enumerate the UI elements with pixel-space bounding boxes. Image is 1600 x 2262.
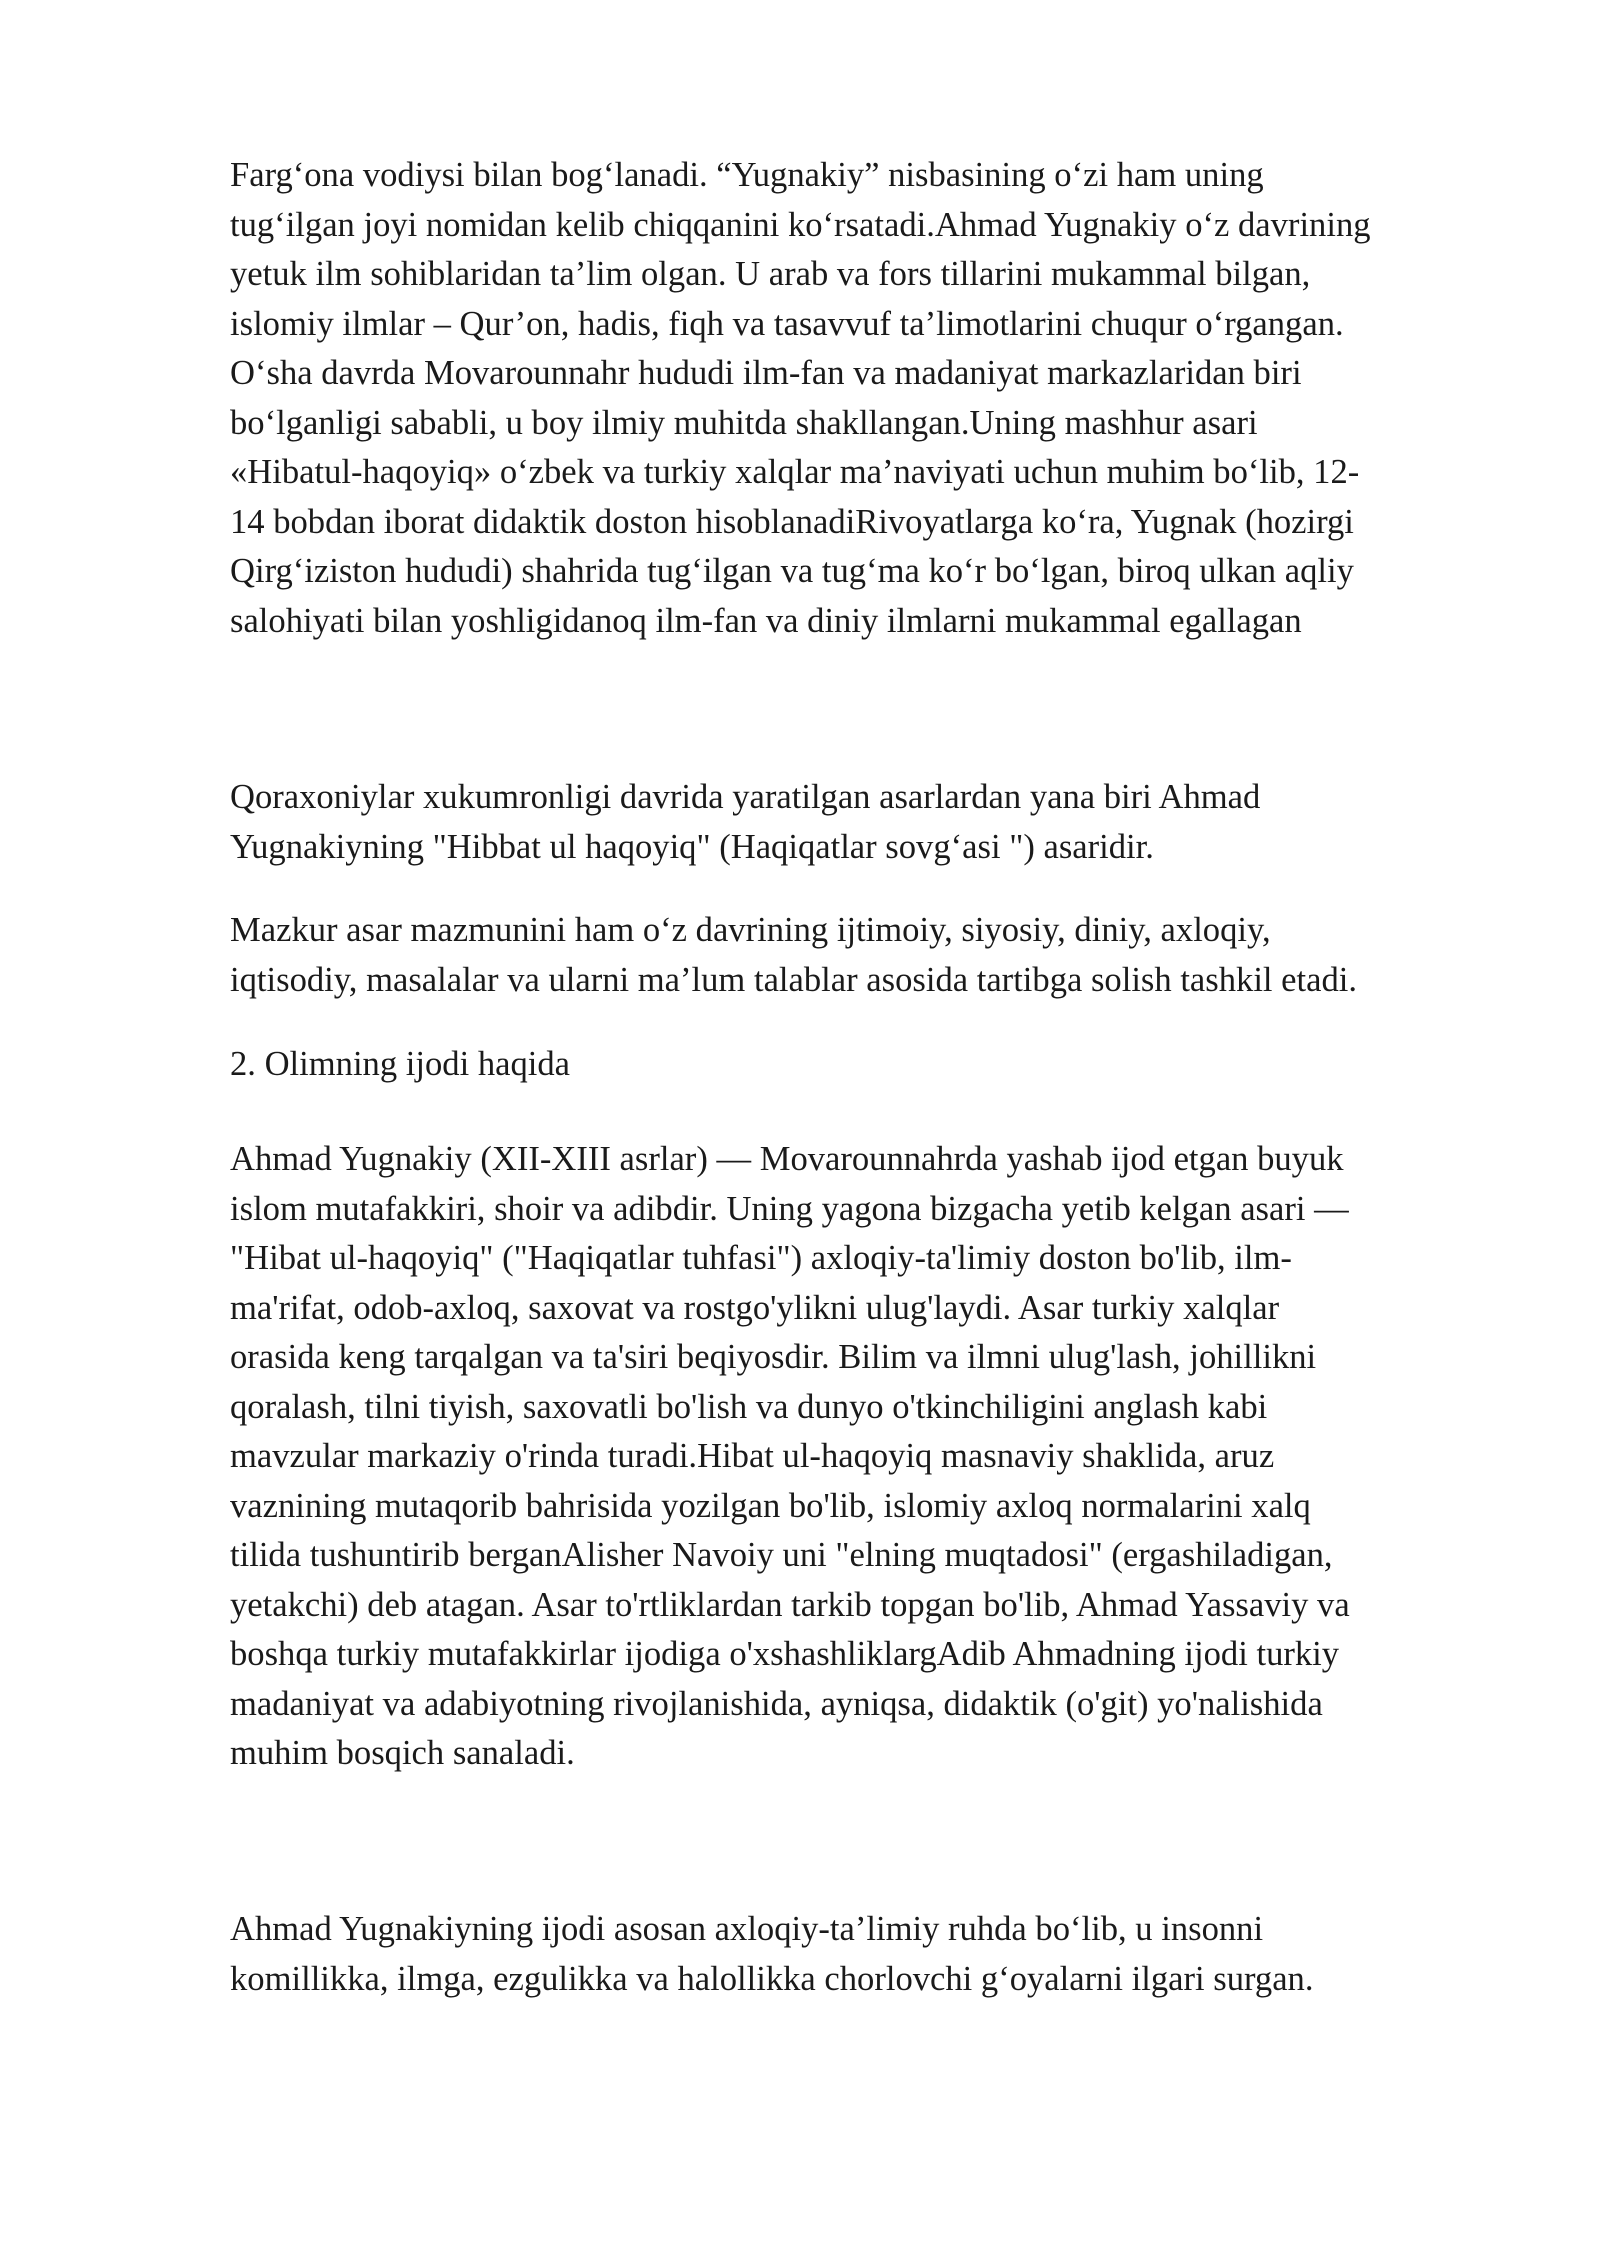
paragraph-conclusion: Ahmad Yugnakiyning ijodi asosan axloqiy-ta’limiy ruhda bo‘lib, u insonni komillikka, ilmga, ezgulikka va halollikka chorlovchi g‘oyalarni ilgari surgan. [230,1910,1314,1998]
paragraph-mazkur-asar: Mazkur asar mazmunini ham o‘z davrining ijtimoiy, siyosiy, diniy, axloqiy, iqtisodiy, masalalar va ularni ma’lum talablar asosida tartibga solish tashkil etadi. [230,911,1358,999]
paragraph-biography: Farg‘ona vodiysi bilan bog‘lanadi. “Yugnakiy” nisbasining o‘zi ham uning tug‘ilgan joyi nomidan kelib chiqqanini ko‘rsatadi.Ahmad Yugnakiy o‘z davrining yetuk ilm sohiblaridan ta’lim olgan. U arab va fors tillarini mukammal bilgan, islomiy ilmlar – Qur’on, hadis, fiqh va tasavvuf ta’limotlarini chuqur o‘rgangan. O‘sha davrda Movarounnahr hududi ilm-fan va madaniyat markazlaridan biri bo‘lganligi sababli, u boy ilmiy muhitda shakllangan.Uning mashhur asari «Hibatul-haqoyiq» o‘zbek va turkiy xalqlar ma’naviyati uchun muhim bo‘lib, 12- 14 bobdan iborat didaktik doston hisoblanadiRivoyatlarga ko‘ra, Yugnak (hozirgi Qirg‘iziston hududi) shahrida tug‘ilgan va tug‘ma ko‘r bo‘lgan, biroq ulkan aqliy salohiyati bilan yoshligidanoq ilm-fan va diniy ilmlarni mukammal egallagan [230,156,1371,640]
section-heading: 2. Olimning ijodi haqida [230,1045,570,1083]
paragraph-qoraxoniylar: Qoraxoniylar xukumronligi davrida yaratilgan asarlardan yana biri Ahmad Yugnakiyning "Hibbat ul haqoyiq" (Haqiqatlar sovg‘asi ") asaridir. [230,778,1261,866]
paragraph-olim-ijodi: Ahmad Yugnakiy (XII-XIII asrlar) — Movarounnahrda yashab ijod etgan buyuk islom mutafakkiri, shoir va adibdir. Uning yagona bizgacha yetib kelgan asari — "Hibat ul-haqoyiq" ("Haqiqatlar tuhfasi") axloqiy-ta'limiy doston bo'lib, ilm- ma'rifat, odob-axloq, saxovat va rostgo'ylikni ulug'laydi. Asar turkiy xalqlar orasida keng tarqalgan va ta'siri beqiyosdir. Bilim va ilmni ulug'lash, johillikni qoralash, tilni tiyish, saxovatli bo'lish va dunyo o'tkinchiligini anglash kabi mavzular markaziy o'rinda turadi.Hibat ul-haqoyiq masnaviy shaklida, aruz vaznining mutaqorib bahrisida yozilgan bo'lib, islomiy axloq normalarini xalq tilida tushuntirib berganAlisher Navoiy uni "elning muqtadosi" (ergashiladigan, yetakchi) deb atagan. Asar to'rtliklardan tarkib topgan bo'lib, Ahmad Yassaviy va boshqa turkiy mutafakkirlar ijodiga o'xshashliklargAdib Ahmadning ijodi turkiy madaniyat va adabiyotning rivojlanishida, ayniqsa, didaktik (o'git) yo'nalishida muhim bosqich sanaladi. [230,1140,1350,1772]
